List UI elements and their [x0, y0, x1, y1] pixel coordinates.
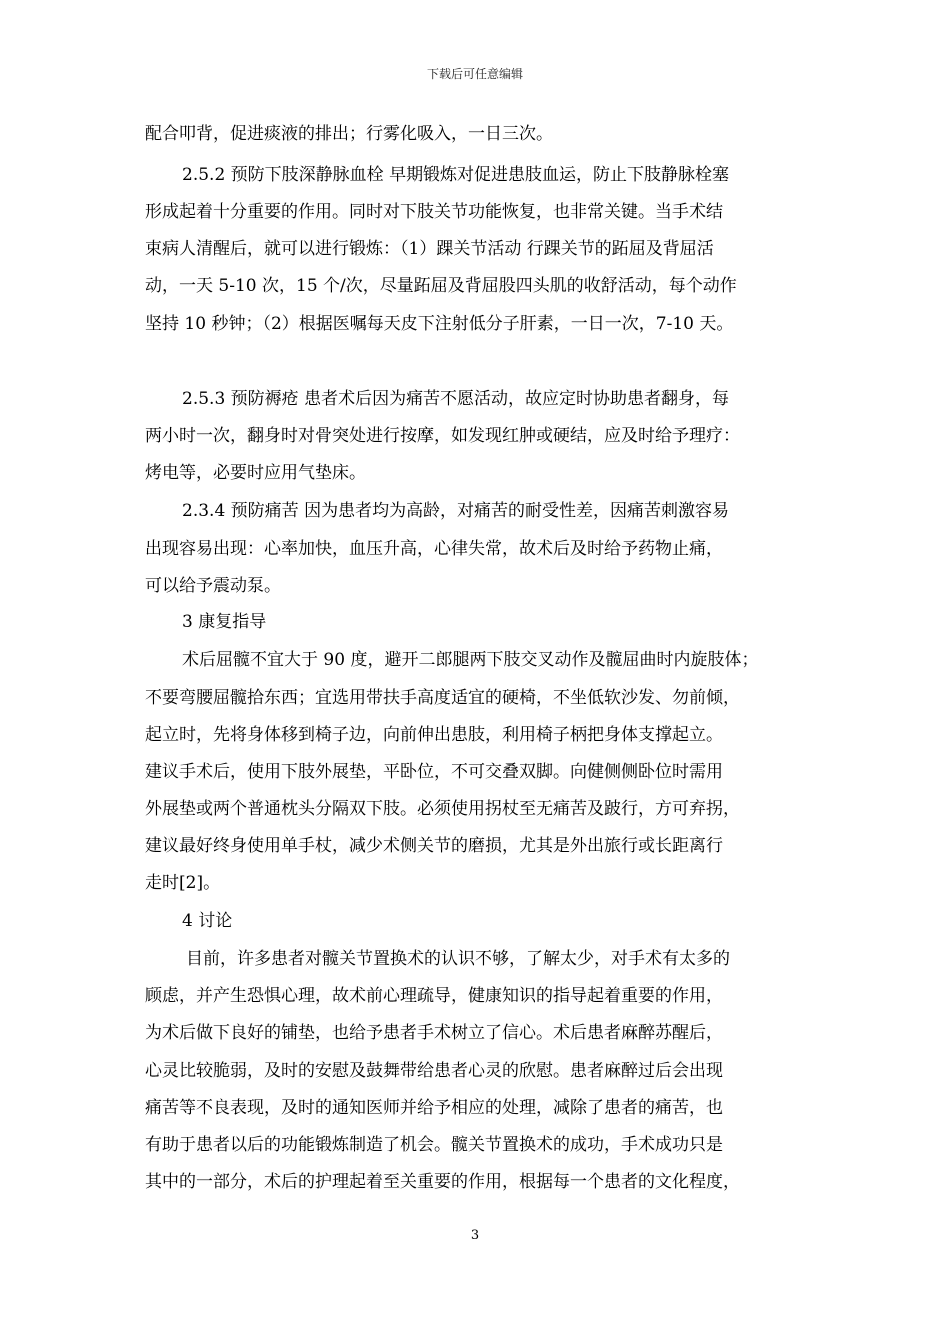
text-line: 外展垫或两个普通枕头分隔双下肢。必须使用拐杖至无痛苦及跛行，方可弃拐，	[145, 799, 740, 819]
text-line: 顾虑，并产生恐惧心理，故术前心理疏导，健康知识的指导起着重要的作用，	[145, 986, 723, 1006]
text-line: 坚持 10 秒钟；（2）根据医嘱每天皮下注射低分子肝素，一日一次，7-10 天。	[145, 314, 734, 334]
text-line: 配合叩背，促进痰液的排出；行雾化吸入，一日三次。	[145, 124, 553, 144]
text-line: 烤电等，必要时应用气垫床。	[145, 463, 366, 483]
section-heading: 3 康复指导	[182, 612, 267, 632]
text-line: 有助于患者以后的功能锻炼制造了机会。髋关节置换术的成功，手术成功只是	[145, 1135, 723, 1155]
text-line: 为术后做下良好的铺垫，也给予患者手术树立了信心。术后患者麻醉苏醒后，	[145, 1023, 723, 1043]
page-number: 3	[470, 1228, 480, 1243]
text-line: 痛苦等不良表现，及时的通知医师并给予相应的处理，减除了患者的痛苦，也	[145, 1098, 723, 1118]
text-line: 可以给予震动泵。	[145, 576, 281, 596]
text-line: 束病人清醒后，就可以进行锻炼：（1）踝关节活动 行踝关节的跖屈及背屈活	[145, 239, 714, 259]
text-line: 2.3.4 预防痛苦 因为患者均为高龄，对痛苦的耐受性差，因痛苦刺激容易	[182, 501, 730, 521]
text-line: 不要弯腰屈髋拾东西；宜选用带扶手高度适宜的硬椅，不坐低软沙发、勿前倾，	[145, 688, 740, 708]
text-line: 建议最好终身使用单手杖，减少术侧关节的磨损，尤其是外出旅行或长距离行	[145, 836, 723, 856]
text-line: 建议手术后，使用下肢外展垫，平卧位，不可交叠双脚。向健侧侧卧位时需用	[145, 762, 723, 782]
text-line: 两小时一次，翻身时对骨突处进行按摩，如发现红肿或硬结，应及时给予理疗：	[145, 426, 740, 446]
text-line: 动，一天 5-10 次，15 个/次，尽量跖屈及背屈股四头肌的收舒活动，每个动作	[145, 276, 737, 296]
text-line: 目前，许多患者对髋关节置换术的认识不够，了解太少，对手术有太多的	[186, 949, 730, 969]
page-header: 下载后可任意编辑	[426, 67, 523, 81]
text-line: 出现容易出现：心率加快，血压升高，心律失常，故术后及时给予药物止痛，	[145, 539, 723, 559]
text-line: 2.5.2 预防下肢深静脉血栓 早期锻炼对促进患肢血运，防止下肢静脉栓塞	[182, 165, 730, 185]
text-line: 走时[2]。	[145, 873, 221, 893]
text-line: 心灵比较脆弱，及时的安慰及鼓舞带给患者心灵的欣慰。患者麻醉过后会出现	[145, 1061, 723, 1081]
text-line: 起立时，先将身体移到椅子边，向前伸出患肢，利用椅子柄把身体支撑起立。	[145, 725, 723, 745]
text-line: 其中的一部分，术后的护理起着至关重要的作用，根据每一个患者的文化程度，	[145, 1172, 740, 1192]
text-line: 形成起着十分重要的作用。同时对下肢关节功能恢复，也非常关键。当手术结	[145, 202, 723, 222]
text-line: 2.5.3 预防褥疮 患者术后因为痛苦不愿活动，故应定时协助患者翻身，每	[182, 389, 730, 409]
section-heading: 4 讨论	[182, 911, 233, 931]
text-line: 术后屈髋不宜大于 90 度，避开二郎腿两下肢交叉动作及髋屈曲时内旋肢体；	[182, 650, 759, 670]
